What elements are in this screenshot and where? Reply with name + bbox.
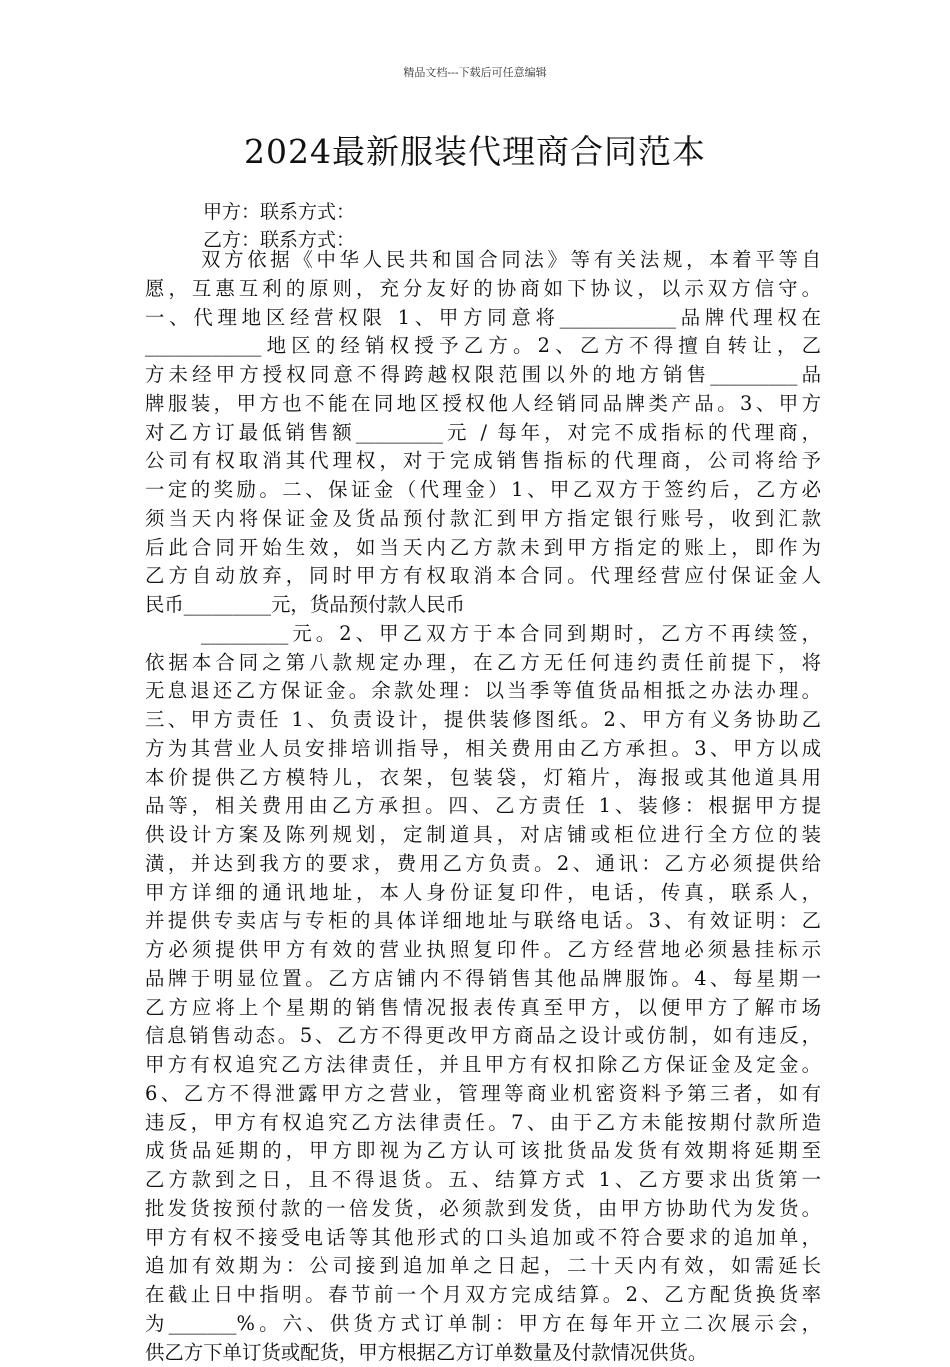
- body-line: 甲方详细的通讯地址，本人身份证复印件，电话，传真，联系人，: [145, 879, 821, 908]
- body-line: 违反，甲方有权追究乙方法律责任。7、由于乙方未能按期付款所造: [145, 1109, 821, 1138]
- body-line: 追加有效期为：公司接到追加单之日起，二十天内有效，如需延长: [145, 1252, 821, 1281]
- body-line: 乙方自动放弃，同时甲方有权取消本合同。代理经营应付保证金人: [145, 562, 821, 591]
- body-line: 对乙方订最低销售额_________元 / 每年，对完不成指标的代理商，: [145, 419, 821, 448]
- body-line: 三、甲方责任 1、负责设计，提供装修图纸。2、甲方有义务协助乙: [145, 706, 821, 735]
- document-title: 2024最新服装代理商合同范本: [0, 126, 950, 173]
- body-line: 一、代理地区经营权限 1、甲方同意将____________品牌代理权在: [145, 304, 821, 333]
- body-line: 方必须提供甲方有效的营业执照复印件。乙方经营地必须悬挂标示: [145, 936, 821, 965]
- body-line: 批发货按预付款的一倍发货，必须款到发货，由甲方协助代为发货。: [145, 1195, 821, 1224]
- body-line: 甲方有权追究乙方法律责任，并且甲方有权扣除乙方保证金及定金。: [145, 1051, 821, 1080]
- body-line: ____________地区的经销权授予乙方。2、乙方不得擅自转让，乙: [145, 332, 821, 361]
- body-line: 民币_________元，货品预付款人民币: [145, 591, 821, 620]
- body-line: 无息退还乙方保证金。余款处理：以当季等值货品相抵之办法办理。: [145, 677, 821, 706]
- body-line: 一定的奖励。二、保证金（代理金）1、甲乙双方于签约后，乙方必: [145, 476, 821, 505]
- body-line: 在截止日中指明。春节前一个月双方完成结算。2、乙方配货换货率: [145, 1281, 821, 1310]
- body-line: 乙方款到之日，且不得退货。五、结算方式 1、乙方要求出货第一: [145, 1166, 821, 1195]
- body-line: 潢，并达到我方的要求，费用乙方负责。2、通讯：乙方必须提供给: [145, 850, 821, 879]
- body-line: 为_______%。六、供货方式订单制：甲方在每年开立二次展示会，: [145, 1310, 821, 1339]
- body-line: 乙方应将上个星期的销售情况报表传真至甲方，以便甲方了解市场: [145, 994, 821, 1023]
- contract-body: [145, 246, 821, 1367]
- body-line: 本价提供乙方模特儿，衣架，包装袋，灯箱片，海报或其他道具用: [145, 764, 821, 793]
- body-line: 方为其营业人员安排培训指导，相关费用由乙方承担。3、甲方以成: [145, 735, 821, 764]
- body-line: 愿，互惠互利的原则，充分友好的协商如下协议，以示双方信守。: [145, 275, 821, 304]
- body-line: 后此合同开始生效，如当天内乙方款未到甲方指定的账上，即作为: [145, 534, 821, 563]
- body-line: 方未经甲方授权同意不得跨越权限范围以外的地方销售_________品: [145, 361, 821, 390]
- body-line: 依据本合同之第八款规定办理，在乙方无任何违约责任前提下，将: [145, 649, 821, 678]
- body-line: 牌服装，甲方也不能在同地区授权他人经销同品牌类产品。3、甲方: [145, 390, 821, 419]
- body-line: 须当天内将保证金及货品预付款汇到甲方指定银行账号，收到汇款: [145, 505, 821, 534]
- body-line: _________元。2、甲乙双方于本合同到期时，乙方不再续签，: [145, 620, 821, 649]
- body-line: 供设计方案及陈列规划，定制道具，对店铺或柜位进行全方位的装: [145, 821, 821, 850]
- body-line: 6、乙方不得泄露甲方之营业，管理等商业机密资料予第三者，如有: [145, 1080, 821, 1109]
- party-b-line: 乙方：联系方式：: [203, 226, 355, 255]
- body-line: 甲方有权不接受电话等其他形式的口头追加或不符合要求的追加单，: [145, 1224, 821, 1253]
- body-line: 信息销售动态。5、乙方不得更改甲方商品之设计或仿制，如有违反，: [145, 1022, 821, 1051]
- body-line: 品等，相关费用由乙方承担。四、乙方责任 1、装修：根据甲方提: [145, 792, 821, 821]
- body-line: 品牌于明显位置。乙方店铺内不得销售其他品牌服饰。4、每星期一: [145, 965, 821, 994]
- body-line: 双方依据《中华人民共和国合同法》等有关法规，本着平等自: [145, 246, 821, 275]
- body-line: 成货品延期的，甲方即视为乙方认可该批货品发货有效期将延期至: [145, 1137, 821, 1166]
- body-line: 供乙方下单订货或配货，甲方根据乙方订单数量及付款情况供货。: [145, 1339, 821, 1367]
- party-a-line: 甲方：联系方式：: [203, 198, 355, 227]
- body-line: 并提供专卖店与专柜的具体详细地址与联络电话。3、有效证明：乙: [145, 907, 821, 936]
- body-line: 公司有权取消其代理权，对于完成销售指标的代理商，公司将给予: [145, 447, 821, 476]
- page-header-note: 精品文档---下载后可任意编辑: [0, 64, 950, 80]
